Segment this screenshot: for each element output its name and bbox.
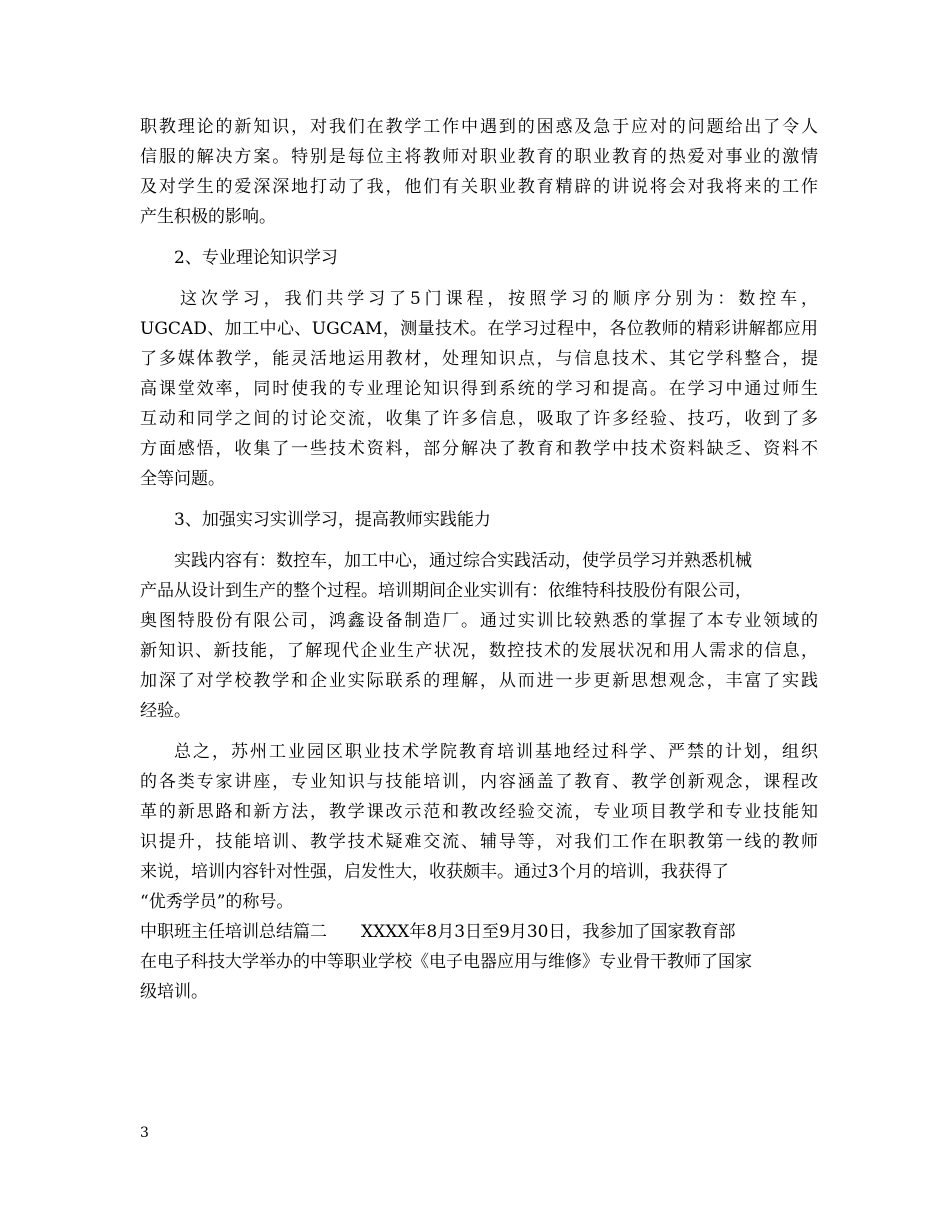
text-line: 加深了对学校教学和企业实际联系的理解，从而进一步更新思想观念，丰富了实践 [140,671,818,691]
text-line: 方面感悟，收集了一些技术资料，部分解决了教育和教学中技术资料缺乏、资料不 [140,439,818,459]
text-line: UGCAD、加工中心、UGCAM，测量技术。在学习过程中，各位教师的精彩讲解都应用 [140,319,818,339]
text-line: 总之，苏州工业园区职业技术学院教育培训基地经过科学、严禁的计划，组织 [174,742,818,762]
text-line: 产生积极的影响。 [140,207,276,227]
section-heading: 3、加强实习实训学习，提高教师实践能力 [174,510,491,530]
text-line: 产品从设计到生产的整个过程。培训期间企业实训有：依维特科技股份有限公司， [140,581,752,601]
text-line: 奥图特股份有限公司，鸿鑫设备制造厂。通过实训比较熟悉的掌握了本专业领域的 [140,611,818,631]
text-line: 识提升，技能培训、教学技术疑难交流、辅导等，对我们工作在职教第一线的教师 [140,832,818,852]
text-line: 及对学生的爱深深地打动了我，他们有关职业教育精辟的讲说将会对我将来的工作 [140,177,818,197]
text-line: 高课堂效率，同时使我的专业理论知识得到系统的学习和提高。在学习中通过师生 [140,379,818,399]
section-heading: 2、专业理论知识学习 [174,248,338,268]
text-line: 互动和同学之间的讨论交流，收集了许多信息，吸取了许多经验、技巧，收到了多 [140,409,818,429]
text-line: 中职班主任培训总结篇二 XXXX年8月3日至9月30日，我参加了国家教育部 [140,922,736,942]
text-line: 信服的解决方案。特别是每位主将教师对职业教育的职业教育的热爱对事业的激情 [140,147,818,167]
text-line: 级培训。 [140,982,208,1002]
text-line: 新知识、新技能，了解现代企业生产状况，数控技术的发展状况和用人需求的信息， [140,641,818,661]
text-line: 革的新思路和新方法，教学课改示范和教改经验交流，专业项目教学和专业技能知 [140,802,818,822]
text-line: 了多媒体教学，能灵活地运用教材，处理知识点，与信息技术、其它学科整合，提 [140,349,818,369]
text-line: 经验。 [140,701,191,721]
page-number: 3 [140,1125,149,1141]
text-line: 在电子科技大学举办的中等职业学校《电子电器应用与维修》专业骨干教师了国家 [140,952,752,972]
document-page [140,112,818,1007]
text-line: 全等问题。 [140,469,225,489]
text-line: 来说，培训内容针对性强，启发性大，收获颇丰。通过3个月的培训，我获得了 [140,862,729,882]
text-line: “优秀学员”的称号。 [140,892,294,912]
text-line: 的各类专家讲座，专业知识与技能培训，内容涵盖了教育、教学创新观念，课程改 [140,772,818,792]
text-line: 职教理论的新知识，对我们在教学工作中遇到的困惑及急于应对的问题给出了令人 [140,117,818,137]
text-line: 这次学习，我们共学习了5门课程，按照学习的顺序分别为：数控车， [180,289,818,309]
text-line: 实践内容有：数控车，加工中心，通过综合实践活动，使学员学习并熟悉机械 [174,551,752,571]
